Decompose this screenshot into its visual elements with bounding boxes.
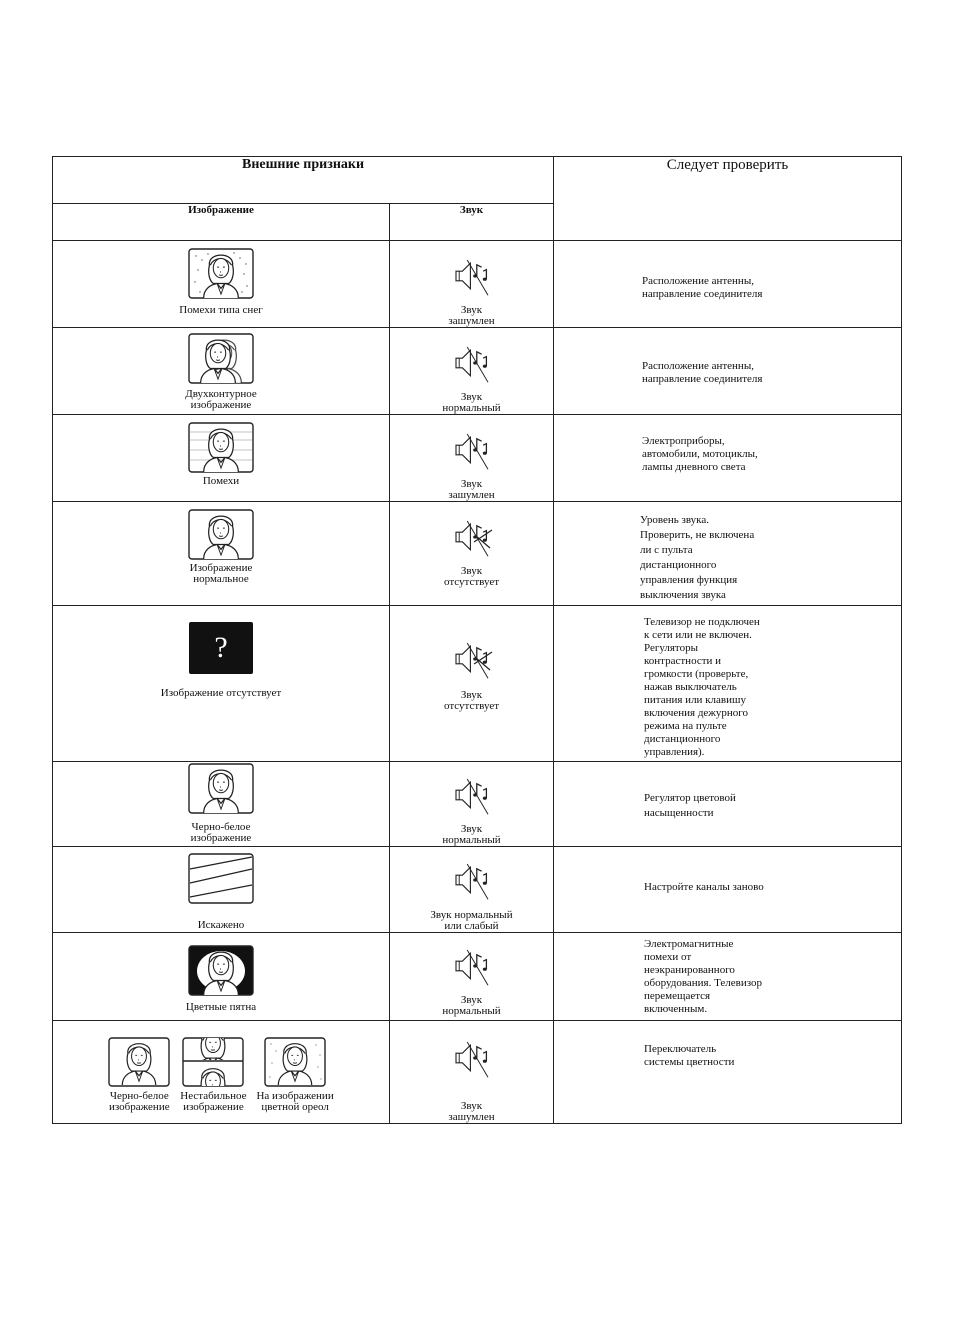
image-column-header: Изображение <box>53 204 390 241</box>
sound-caption: Звук нормальный <box>442 994 501 1017</box>
check-text: Расположение антенны, направление соединителя <box>642 275 763 300</box>
image-caption: Искажено <box>197 919 245 931</box>
table-row <box>53 415 902 502</box>
sound-caption: Звук нормальный <box>442 823 501 846</box>
image-caption: На изображении цветной ореол <box>256 1090 334 1113</box>
image-caption: Изображение нормальное <box>189 562 253 585</box>
sound-caption: Звук отсутствует <box>443 689 500 712</box>
sound-caption: Звук зашумлен <box>448 478 495 501</box>
image-caption: Черно-белое изображение <box>108 1090 170 1113</box>
sound-caption: Звук зашумлен <box>448 304 495 327</box>
table-row <box>53 847 902 933</box>
image-caption: Помехи типа снег <box>179 304 263 316</box>
check-text: Расположение антенны, направление соединителя <box>642 360 763 385</box>
sound-caption: Звук зашумлен <box>448 1100 495 1123</box>
external-signs-header: Внешние признаки <box>53 157 554 204</box>
no-image-question-icon: ? <box>189 622 253 674</box>
snow-noise-tv-icon <box>188 248 254 299</box>
table-row <box>53 762 902 847</box>
color-halo-tv-icon <box>264 1037 326 1087</box>
speaker-noisy-icon <box>448 1033 496 1083</box>
image-caption: Изображение отсутствует <box>160 687 282 699</box>
sound-caption: Звук нормальный <box>442 391 501 414</box>
check-text: Уровень звука. Проверить, не включена ли с пульта дистанционного управления функция выключения звука <box>640 514 755 601</box>
speaker-normal-icon <box>448 941 496 991</box>
table-row <box>53 241 902 328</box>
check-text: Регулятор цветовой насыщенности <box>644 792 736 819</box>
troubleshooting-table <box>52 156 902 1124</box>
black-white-tv-icon <box>188 763 254 814</box>
table-row <box>53 328 902 415</box>
black-white-tv-icon <box>108 1037 170 1087</box>
table-row <box>53 606 902 762</box>
speaker-noisy-icon <box>448 425 496 475</box>
distorted-image-tv-icon <box>188 853 254 904</box>
speaker-normal-icon <box>448 855 496 905</box>
image-caption: Помехи <box>202 475 240 487</box>
unstable-image-tv-icon <box>182 1037 244 1087</box>
normal-image-tv-icon <box>188 509 254 560</box>
sound-caption: Звук нормальный или слабый <box>430 909 513 932</box>
speaker-noisy-icon <box>448 251 496 301</box>
speaker-normal-icon <box>448 338 496 388</box>
check-text: Электромагнитные помехи от неэкранированного оборудования. Телевизор перемещается включенным. <box>644 938 763 1015</box>
sound-column-header: Звук <box>390 204 554 241</box>
sound-caption: Звук отсутствует <box>443 565 500 588</box>
check-text: Настройте каналы заново <box>644 881 764 893</box>
image-caption: Черно-белое изображение <box>190 821 252 844</box>
image-caption: Двухконтурное изображение <box>185 388 257 411</box>
table-row <box>53 933 902 1021</box>
check-text: Электроприборы, автомобили, мотоциклы, лампы дневного света <box>642 435 758 473</box>
check-text: Переключатель системы цветности <box>644 1043 735 1068</box>
speaker-muted-icon <box>448 634 496 684</box>
double-image-tv-icon <box>188 333 254 384</box>
table-row <box>53 502 902 606</box>
check-header: Следует проверить <box>554 157 902 241</box>
speaker-normal-icon <box>448 770 496 820</box>
image-caption: Нестабильное изображение <box>180 1090 247 1113</box>
interference-tv-icon <box>188 422 254 473</box>
speaker-muted-icon <box>448 512 496 562</box>
check-text: Телевизор не подключен к сети или не включен. Регуляторы контрастности и громкости (проверьте, нажав выключатель питания или клавишу включения дежурного режима на пульте дистанционного управления). <box>644 616 760 758</box>
color-spots-tv-icon <box>188 945 254 996</box>
table-row <box>53 1021 902 1124</box>
image-caption: Цветные пятна <box>185 1001 257 1013</box>
